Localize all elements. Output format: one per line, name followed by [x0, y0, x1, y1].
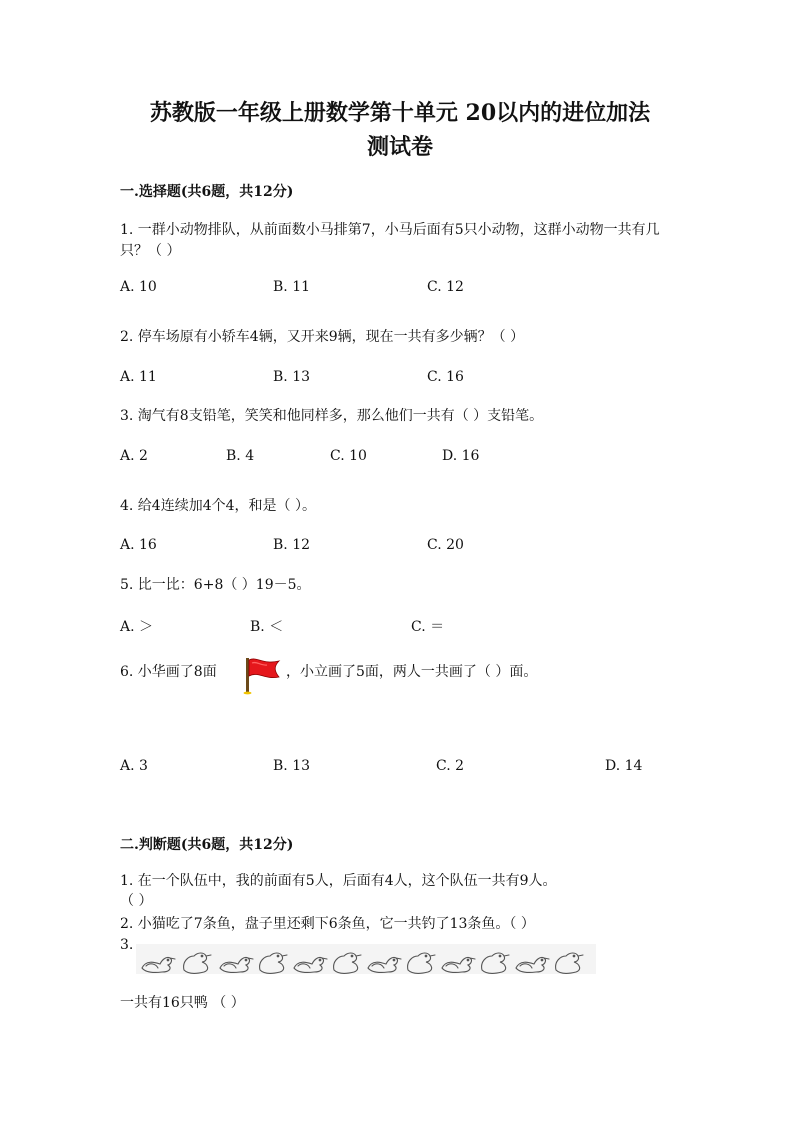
- red-flag-icon: [243, 655, 283, 695]
- judgement-2-text: 2. 小猫吃了7条鱼，盘子里还剩下6条鱼，它一共钓了13条鱼。（ ）: [120, 916, 535, 932]
- question-4-option-b: B. 12: [273, 537, 311, 553]
- question-2-option-a: A. 11: [120, 369, 157, 385]
- question-1-option-c: C. 12: [427, 279, 464, 295]
- question-3-text: 3. 淘气有8支铅笔，笑笑和他同样多，那么他们一共有（ ）支铅笔。: [120, 408, 544, 424]
- judgement-1-text: 1. 在一个队伍中，我的前面有5人，后面有4人，这个队伍一共有9人。: [120, 873, 557, 889]
- judgement-3-number: 3.: [120, 937, 134, 953]
- question-5-option-a: A. ＞: [120, 619, 154, 635]
- question-2-text: 2. 停车场原有小轿车4辆，又开来9辆，现在一共有多少辆？（ ）: [120, 329, 525, 345]
- question-1-text-line2: 只？（ ）: [120, 243, 181, 259]
- question-3-option-a: A. 2: [120, 448, 148, 464]
- judgement-1-text-line2: （ ）: [120, 893, 153, 909]
- question-6-option-d: D. 14: [605, 758, 643, 774]
- section-heading-choice: 一.选择题(共6题，共12分): [120, 184, 294, 200]
- question-2-option-c: C. 16: [427, 369, 464, 385]
- question-5-option-b: B. ＜: [250, 619, 284, 635]
- question-2-option-b: B. 13: [273, 369, 311, 385]
- question-6-text-after: ，小立画了5面，两人一共画了（ ）面。: [286, 664, 538, 680]
- question-5-text: 5. 比一比：6+8（ ）19－5。: [120, 577, 311, 593]
- question-6-option-c: C. 2: [436, 758, 465, 774]
- question-1-option-b: B. 11: [273, 279, 311, 295]
- question-3-option-d: D. 16: [442, 448, 480, 464]
- question-6-option-b: B. 13: [273, 758, 311, 774]
- question-1-text: 1. 一群小动物排队，从前面数小马排第7，小马后面有5只小动物，这群小动物一共有几: [120, 222, 660, 238]
- page-title-line2: 测试卷: [366, 134, 433, 160]
- judgement-3-caption: 一共有16只鸭 （ ）: [120, 995, 245, 1011]
- question-6-text-before: 6. 小华画了8面: [120, 664, 217, 680]
- question-5-option-c: C. ＝: [411, 619, 445, 635]
- question-3-option-c: C. 10: [330, 448, 367, 464]
- page-title: 苏教版一年级上册数学第十单元 20以内的进位加法: [149, 100, 651, 126]
- question-4-option-a: A. 16: [120, 537, 157, 553]
- question-6-option-a: A. 3: [120, 758, 148, 774]
- section-heading-judgement: 二.判断题(共6题，共12分): [120, 837, 294, 853]
- question-4-option-c: C. 20: [427, 537, 464, 553]
- ducks-picture: [136, 944, 596, 974]
- question-4-text: 4. 给4连续加4个4，和是（ ）。: [120, 498, 316, 514]
- question-1-option-a: A. 10: [120, 279, 157, 295]
- question-3-option-b: B. 4: [226, 448, 255, 464]
